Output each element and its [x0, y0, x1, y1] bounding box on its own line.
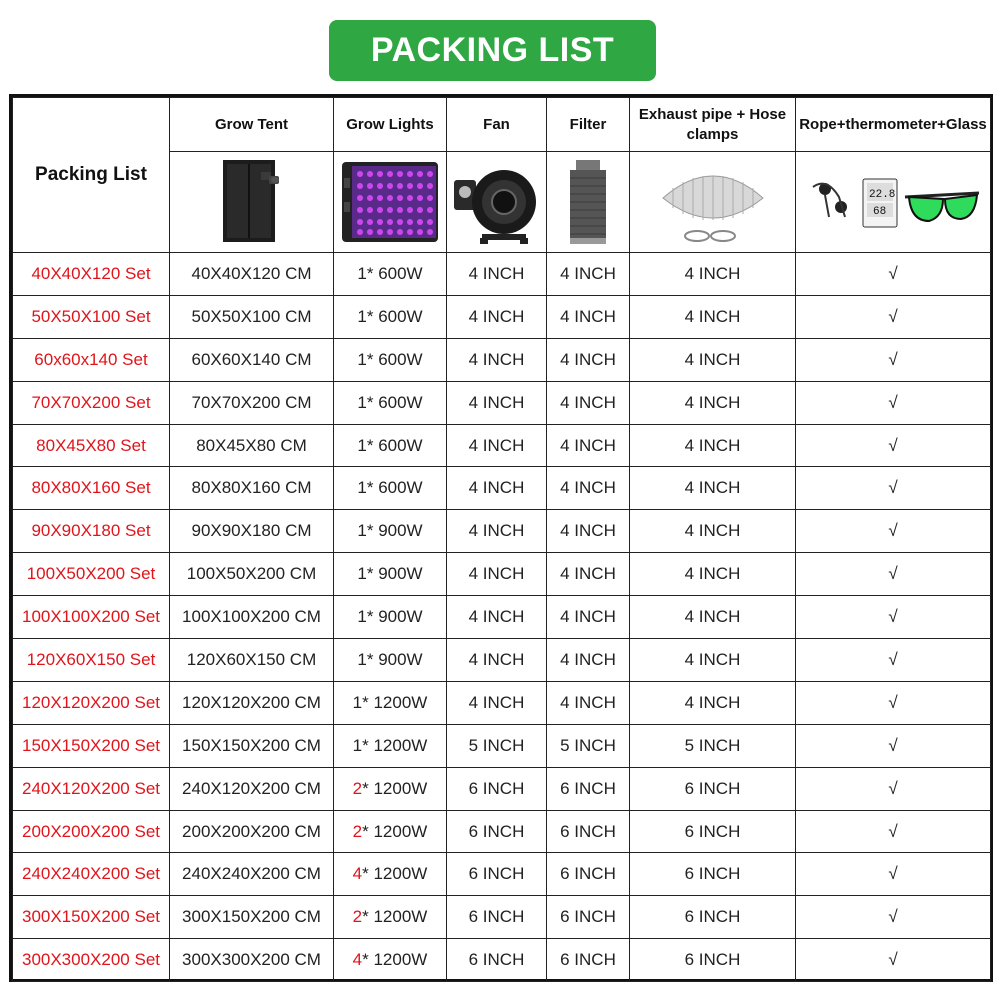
tent-size: 300X150X200 CM	[170, 896, 334, 939]
fan-size: 6 INCH	[447, 853, 547, 896]
light-quantity: 2	[352, 778, 363, 798]
fan-size: 4 INCH	[447, 681, 547, 724]
exhaust-size: 6 INCH	[630, 810, 796, 853]
fan-size: 4 INCH	[447, 639, 547, 682]
set-name: 80X45X80 Set	[13, 424, 170, 467]
filter-size: 4 INCH	[547, 510, 630, 553]
filter-size: 4 INCH	[547, 295, 630, 338]
light-wattage: * 600W	[366, 435, 423, 455]
light-quantity: 1	[357, 349, 367, 369]
fan-size: 4 INCH	[447, 295, 547, 338]
accessories-icon	[805, 167, 981, 237]
light-quantity: 1	[357, 263, 367, 283]
exhaust-image-cell	[630, 152, 796, 253]
tent-size: 240X120X200 CM	[170, 767, 334, 810]
grow-light-image-cell	[334, 152, 447, 253]
set-name: 100X100X200 Set	[13, 596, 170, 639]
grow-lights	[334, 596, 447, 639]
header-row	[13, 98, 991, 152]
exhaust-size: 4 INCH	[630, 639, 796, 682]
light-wattage: * 1200W	[362, 692, 428, 712]
table-row	[13, 724, 991, 767]
table-row	[13, 810, 991, 853]
filter-size: 4 INCH	[547, 338, 630, 381]
table-row	[13, 896, 991, 939]
table-row	[13, 639, 991, 682]
grow-lights	[334, 767, 447, 810]
light-wattage: * 1200W	[362, 778, 428, 798]
fan-size: 4 INCH	[447, 467, 547, 510]
tent-size: 80X45X80 CM	[170, 424, 334, 467]
set-name: 240X240X200 Set	[13, 853, 170, 896]
light-quantity: 1	[357, 392, 367, 412]
rope-hanger-icon	[813, 183, 847, 217]
set-name: 60x60x140 Set	[13, 338, 170, 381]
grow-lights	[334, 853, 447, 896]
accessories-check: √	[796, 767, 991, 810]
fan-size: 4 INCH	[447, 510, 547, 553]
light-wattage: * 900W	[366, 607, 423, 627]
light-wattage: * 600W	[366, 349, 423, 369]
set-name: 70X70X200 Set	[13, 381, 170, 424]
light-quantity: 1	[357, 306, 367, 326]
tent-size: 100X100X200 CM	[170, 596, 334, 639]
grow-lights	[334, 253, 447, 296]
light-quantity: 2	[352, 907, 363, 927]
svg-text:68: 68	[873, 206, 887, 218]
exhaust-size: 6 INCH	[630, 767, 796, 810]
table-row	[13, 853, 991, 896]
light-wattage: * 1200W	[362, 950, 428, 970]
tent-size: 40X40X120 CM	[170, 253, 334, 296]
table-row	[13, 253, 991, 296]
light-quantity: 1	[357, 435, 367, 455]
exhaust-size: 4 INCH	[630, 424, 796, 467]
grow-light-icon	[338, 158, 442, 246]
thermometer-icon	[863, 179, 897, 227]
tent-size: 240X240X200 CM	[170, 853, 334, 896]
grow-lights	[334, 639, 447, 682]
light-quantity: 1	[352, 735, 363, 755]
grow-lights	[334, 467, 447, 510]
accessories-check: √	[796, 295, 991, 338]
tent-size: 70X70X200 CM	[170, 381, 334, 424]
light-wattage: * 900W	[366, 649, 423, 669]
exhaust-size: 4 INCH	[630, 596, 796, 639]
accessories-check: √	[796, 596, 991, 639]
light-quantity: 2	[352, 821, 363, 841]
table-row	[13, 553, 991, 596]
grow-lights	[334, 553, 447, 596]
light-wattage: * 1200W	[362, 735, 428, 755]
set-name: 80X80X160 Set	[13, 467, 170, 510]
light-quantity: 4	[352, 950, 363, 970]
table-row	[13, 510, 991, 553]
grow-lights	[334, 424, 447, 467]
light-quantity: 1	[357, 478, 367, 498]
table-row	[13, 424, 991, 467]
fan-size: 4 INCH	[447, 424, 547, 467]
filter-size: 6 INCH	[547, 853, 630, 896]
tent-size: 120X60X150 CM	[170, 639, 334, 682]
exhaust-size: 4 INCH	[630, 467, 796, 510]
grow-lights	[334, 681, 447, 724]
table-row	[13, 381, 991, 424]
grow-lights	[334, 338, 447, 381]
light-wattage: * 1200W	[362, 864, 428, 884]
filter-size: 6 INCH	[547, 896, 630, 939]
accessories-check: √	[796, 896, 991, 939]
light-wattage: * 600W	[366, 263, 423, 283]
light-quantity: 1	[357, 607, 367, 627]
fan-size: 6 INCH	[447, 767, 547, 810]
tent-size: 90X90X180 CM	[170, 510, 334, 553]
svg-text:22.8: 22.8	[869, 189, 896, 201]
grow-lights	[334, 724, 447, 767]
filter-size: 6 INCH	[547, 767, 630, 810]
exhaust-size: 4 INCH	[630, 253, 796, 296]
filter-size: 4 INCH	[547, 253, 630, 296]
light-wattage: * 900W	[366, 521, 423, 541]
set-name: 120X120X200 Set	[13, 681, 170, 724]
exhaust-size: 4 INCH	[630, 553, 796, 596]
set-name: 200X200X200 Set	[13, 810, 170, 853]
accessories-check: √	[796, 681, 991, 724]
inline-fan-icon	[452, 158, 542, 246]
accessories-check: √	[796, 639, 991, 682]
title-banner	[329, 20, 656, 81]
light-quantity: 1	[357, 521, 367, 541]
tent-size: 50X50X100 CM	[170, 295, 334, 338]
accessories-check: √	[796, 553, 991, 596]
table-row	[13, 596, 991, 639]
light-quantity: 1	[357, 649, 367, 669]
accessories-check: √	[796, 939, 991, 982]
fan-size: 6 INCH	[447, 896, 547, 939]
duct-hose-icon	[653, 158, 773, 246]
filter-size: 4 INCH	[547, 424, 630, 467]
filter-size: 4 INCH	[547, 467, 630, 510]
filter-size: 5 INCH	[547, 724, 630, 767]
grow-lights	[334, 896, 447, 939]
accessories-check: √	[796, 853, 991, 896]
exhaust-size: 6 INCH	[630, 896, 796, 939]
fan-size: 4 INCH	[447, 338, 547, 381]
exhaust-size: 4 INCH	[630, 510, 796, 553]
set-name: 40X40X120 Set	[13, 253, 170, 296]
exhaust-size: 5 INCH	[630, 724, 796, 767]
accessories-check: √	[796, 381, 991, 424]
tent-size: 100X50X200 CM	[170, 553, 334, 596]
tent-size: 60X60X140 CM	[170, 338, 334, 381]
tent-size: 120X120X200 CM	[170, 681, 334, 724]
fan-size: 6 INCH	[447, 810, 547, 853]
filter-size: 6 INCH	[547, 939, 630, 982]
light-quantity: 1	[357, 564, 367, 584]
exhaust-size: 6 INCH	[630, 853, 796, 896]
table-row	[13, 767, 991, 810]
filter-size: 6 INCH	[547, 810, 630, 853]
exhaust-size: 4 INCH	[630, 681, 796, 724]
exhaust-size: 4 INCH	[630, 295, 796, 338]
accessories-check: √	[796, 810, 991, 853]
set-name: 100X50X200 Set	[13, 553, 170, 596]
column-header-grow-tent: Grow Tent	[170, 98, 334, 152]
table-row	[13, 939, 991, 982]
fan-size: 4 INCH	[447, 253, 547, 296]
grow-tent-icon	[217, 158, 287, 246]
fan-size: 5 INCH	[447, 724, 547, 767]
accessories-image-cell	[796, 152, 991, 253]
table-row	[13, 681, 991, 724]
accessories-check: √	[796, 510, 991, 553]
light-quantity: 1	[352, 692, 363, 712]
grow-lights	[334, 810, 447, 853]
set-name: 50X50X100 Set	[13, 295, 170, 338]
light-wattage: * 600W	[366, 478, 423, 498]
accessories-check: √	[796, 467, 991, 510]
accessories-check: √	[796, 724, 991, 767]
set-name: 150X150X200 Set	[13, 724, 170, 767]
accessories-check: √	[796, 253, 991, 296]
filter-size: 4 INCH	[547, 553, 630, 596]
grow-lights	[334, 510, 447, 553]
table-row	[13, 295, 991, 338]
filter-size: 4 INCH	[547, 681, 630, 724]
glasses-icon	[905, 193, 979, 221]
set-name: 240X120X200 Set	[13, 767, 170, 810]
light-wattage: * 900W	[366, 564, 423, 584]
grow-lights	[334, 381, 447, 424]
column-header-exhaust: Exhaust pipe + Hose clamps	[630, 98, 796, 152]
filter-size: 4 INCH	[547, 381, 630, 424]
set-name: 120X60X150 Set	[13, 639, 170, 682]
light-quantity: 4	[352, 864, 363, 884]
filter-size: 4 INCH	[547, 639, 630, 682]
fan-size: 4 INCH	[447, 553, 547, 596]
corner-label: Packing List	[13, 98, 170, 253]
accessories-check: √	[796, 424, 991, 467]
exhaust-size: 4 INCH	[630, 381, 796, 424]
banner-title: PACKING LIST	[370, 31, 615, 69]
light-wattage: * 1200W	[362, 821, 428, 841]
set-name: 300X300X200 Set	[13, 939, 170, 982]
tent-size: 200X200X200 CM	[170, 810, 334, 853]
column-header-fan: Fan	[447, 98, 547, 152]
filter-image-cell	[547, 152, 630, 253]
grow-lights	[334, 295, 447, 338]
grow-tent-image-cell	[170, 152, 334, 253]
column-header-grow-lights: Grow Lights	[334, 98, 447, 152]
fan-size: 4 INCH	[447, 381, 547, 424]
light-wattage: * 1200W	[362, 907, 428, 927]
table-row	[13, 467, 991, 510]
exhaust-size: 4 INCH	[630, 338, 796, 381]
carbon-filter-icon	[564, 158, 612, 246]
set-name: 90X90X180 Set	[13, 510, 170, 553]
exhaust-size: 6 INCH	[630, 939, 796, 982]
fan-image-cell	[447, 152, 547, 253]
tent-size: 150X150X200 CM	[170, 724, 334, 767]
column-header-filter: Filter	[547, 98, 630, 152]
grow-lights	[334, 939, 447, 982]
fan-size: 4 INCH	[447, 596, 547, 639]
filter-size: 4 INCH	[547, 596, 630, 639]
light-wattage: * 600W	[366, 392, 423, 412]
tent-size: 80X80X160 CM	[170, 467, 334, 510]
packing-list-table	[12, 97, 991, 982]
tent-size: 300X300X200 CM	[170, 939, 334, 982]
light-wattage: * 600W	[366, 306, 423, 326]
table-row	[13, 338, 991, 381]
fan-size: 6 INCH	[447, 939, 547, 982]
accessories-check: √	[796, 338, 991, 381]
column-header-accessories: Rope+thermometer+Glass	[796, 98, 991, 152]
set-name: 300X150X200 Set	[13, 896, 170, 939]
